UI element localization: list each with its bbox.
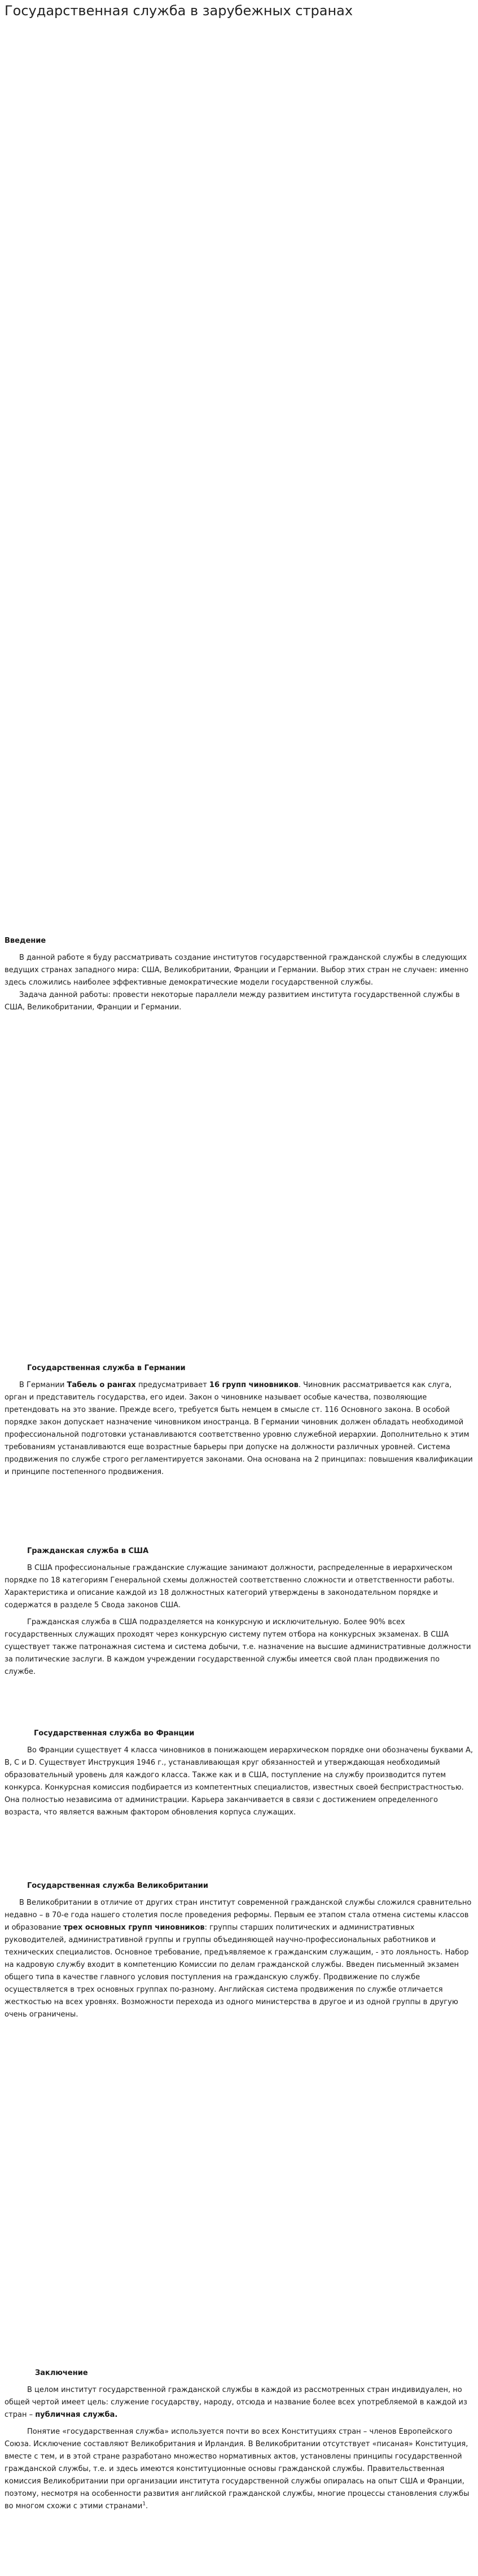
uk-section [5, 1880, 473, 2021]
germany-heading: Государственная служба в Германии [27, 1364, 186, 1372]
introduction-task-paragraph: Задача данной работы: провести некоторые параллели между развитием института государственной службы в США, Великобритании, Франции и Германии. [5, 991, 460, 1012]
usa-heading: Гражданская служба в США [27, 1547, 149, 1555]
public-service-term: публичная служба. [35, 2411, 118, 2419]
introduction-paragraph: В данной работе я буду рассматривать создание институтов государственной гражданской службы в следующих ведущих странах западного мира: США, Великобритании, Франции и Германии. Выбор этих стран не случаен: именно здесь сложились наиболее эффективные демократические модели государственной службы. [5, 954, 469, 987]
germany-text: предусматривает [135, 1381, 209, 1389]
usa-section [5, 1545, 473, 1678]
uk-three-groups-term: трех основных групп чиновников [63, 1923, 205, 1932]
page-title: Государственная служба в зарубежных странах [5, 3, 353, 19]
france-paragraph: Во Франции существует 4 класса чиновников в понижающем иерархическом порядке они обозначены буквами А, B, C и D. Существует Инструкция 1946 г., устанавливающая круг обязанностей и утверждающая необходимый образовательный уровень для каждого класса. Также как и в США, поступление на службу производится путем конкурса. Конкурсная комиссия подбирается из компетентных специалистов, известных своей беспристрастностью. Она полностью независима от администрации. Карьера заканчивается в связи с достижением определенного возраста, что является важным фактором обновления корпуса служащих. [5, 1746, 473, 1817]
germany-paragraph [5, 1379, 473, 1479]
uk-heading: Государственная служба Великобритании [27, 1882, 208, 1890]
germany-groups-term: 16 групп чиновников [209, 1381, 299, 1389]
conclusion-text: В целом институт государственной гражданской службы в каждой из рассмотренных стран индивидуален, но общей чертой имеет цель: служение государству, народу, отсюда и название более всех употребляемой в каждой из стран – [5, 2386, 467, 2419]
france-section [5, 1727, 473, 1819]
conclusion-paragraph-2 [5, 2426, 473, 2513]
germany-text: . Чиновник рассматривается как слуга, орган и представитель государства, его идеи. Закон о чиновнике называет особые качества, позволяющие претендовать на это звание. Прежде всего, требуется быть немцем в смысле ст. 116 Основного закона. В особой порядке закон допускает назначение чиновником иностранца. В Германии чиновник должен обладать необходимой профессиональной подготовки устанавливаются соответственно уровню служебной иерархии. Дополнительно к этим требованиям устанавливаются еще возрастные барьеры при допуске на должности различных уровней. Система продвижения по службе строго регламентируется законами. Она основана на 2 принципах: повышения квалификации и принципе постепенного продвижения. [5, 1381, 473, 1476]
germany-section [5, 1362, 473, 1479]
usa-paragraph-1: В США профессиональные гражданские служащие занимают должности, распределенные в иерархическом порядке по 18 категориям Генеральной схемы должностей соответственно сложности и ответственности работы. Характеристика и описание каждой из 18 должностных категорий утверждены в законодательном порядке и содержатся в разделе 5 Свода законов США. [5, 1564, 455, 1610]
germany-rank-table-term: Табель о рангах [67, 1381, 136, 1389]
conclusion-text: Понятие «государственная служба» используется почти во всех Конституциях стран – членов Европейского Союза. Исключение составляют Великобритания и Ирландия. В Великобритании отсутствует «писаная» Конституция, вместе с тем, и в этой стране разработано множество нормативных актов, установлены принципы государственной гражданской службы, т.е. и здесь имеются конституционные основы гражданской службы. Правительственная комиссия Великобритании при организации института государственной службы опиралась на опыт США и Франции, поэтому, несмотря на особенности развития английской гражданской службы, многие процессы становления службы во многом схожи с этими странами [5, 2428, 470, 2511]
conclusion-text: . [146, 2502, 148, 2511]
conclusion-section [5, 2367, 473, 2513]
introduction-section [5, 935, 473, 1014]
germany-text: В Германии [19, 1381, 67, 1389]
conclusion-paragraph-1 [5, 2384, 473, 2421]
uk-text: В Великобритании в отличие от других стран институт современной гражданской службы сложился сравнительно недавно – в 70-е года нашего столетия после проведения реформы. Первым ее этапом стала отмена системы классов и образование [5, 1899, 472, 1932]
usa-paragraph-2: Гражданская служба в США подразделяется на конкурсную и исключительную. Более 90% всех государственных служащих проходят через конкурсную систему путем отбора на конкурсных экзаменах. В США существует также патронажная система и система добычи, т.е. назначение на высшие административные должности за политические заслуги. В каждом учреждении государственной службы имеется свой план продвижения по службе. [5, 1618, 471, 1676]
uk-paragraph [5, 1897, 473, 2021]
introduction-heading: Введение [5, 937, 46, 945]
footnote-reference[interactable]: 1 [142, 2501, 146, 2507]
conclusion-heading: Заключение [35, 2369, 88, 2377]
uk-text: : группы старших политических и административных руководителей, административной группы и группы объединяющей научно-профессиональных работников и технических специалистов. Основное требование, предъявляемое к гражданским служащим, - это лояльность. Набор на кадровую службу входит в компетенцию Комиссии по делам гражданской службы. Введен письменный экзамен общего типа в качестве главного условия поступления на гражданскую службу. Продвижение по службе осуществляется в трех основных группах по-разному. Английская система продвижения по службе отличается жесткостью на всех уровнях. Возможности перехода из одного министерства в другое и из одной группы в другую очень ограничены. [5, 1923, 469, 2019]
france-heading: Государственная служба во Франции [34, 1729, 195, 1738]
